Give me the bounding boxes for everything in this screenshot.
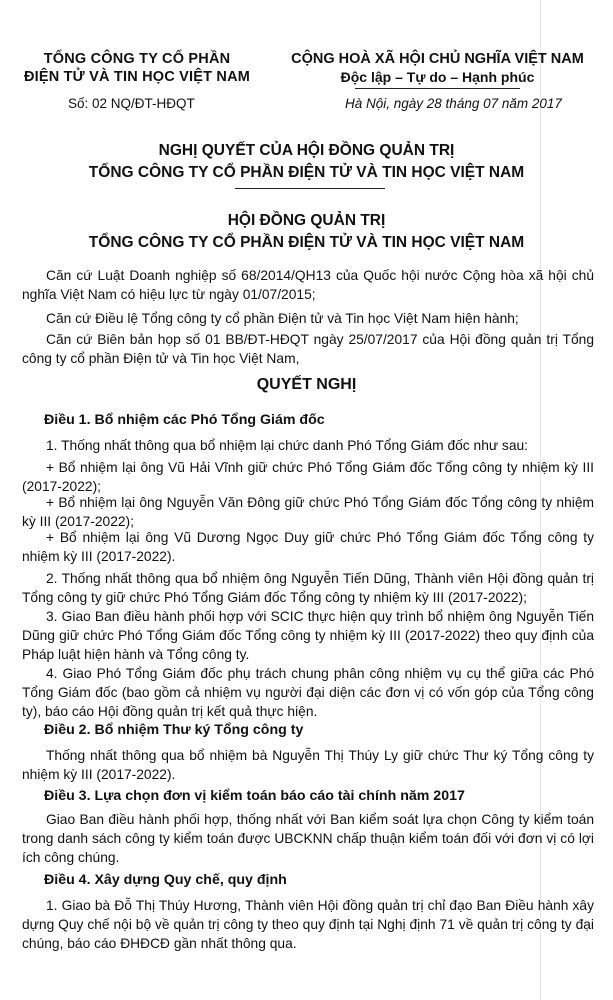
article-3-heading: Điều 3. Lựa chọn đơn vị kiểm toán báo cáo tài chính năm 2017 — [44, 788, 465, 804]
organization-header — [22, 50, 252, 86]
article-1-bullet-2: + Bổ nhiệm lại ông Nguyễn Văn Đông giữ chức Phó Tổng Giám đốc Tổng công ty nhiệm kỳ III (2017-2022); — [22, 495, 594, 529]
title-line-1: NGHỊ QUYẾT CỦA HỘI ĐỒNG QUẢN TRỊ — [158, 142, 455, 159]
title-divider — [235, 188, 385, 189]
article-2-heading: Điều 2. Bổ nhiệm Thư ký Tổng công ty — [44, 722, 304, 738]
board-title — [0, 210, 613, 254]
article-1-item-1: 1. Thống nhất thông qua bổ nhiệm lại chức danh Phó Tổng Giám đốc như sau: — [46, 438, 529, 453]
resolution-heading: QUYẾT NGHỊ — [256, 376, 357, 393]
article-1-item-4: 4. Giao Phó Tổng Giám đốc phụ trách chung phân công nhiệm vụ cụ thể giữa các Phó Tổng Giám đốc (bao gồm cả nhiệm vụ người đại diện các đơn vị có vốn góp của Tổng công ty), báo cáo Hội đồng quản trị kết quả thực hiện. — [22, 666, 594, 719]
nation-line: CỘNG HOÀ XÃ HỘI CHỦ NGHĨA VIỆT NAM — [291, 51, 584, 67]
article-1-bullet-3: + Bổ nhiệm lại ông Vũ Dương Ngọc Duy giữ chức Phó Tổng Giám đốc Tổng công ty nhiệm kỳ III (2017-2022). — [22, 530, 594, 564]
article-4-item-1: 1. Giao bà Đỗ Thị Thúy Hương, Thành viên Hội đồng quản trị chỉ đạo Ban Điều hành xây dựng Quy chế nội bộ về quản trị công ty theo quy định tại Nghị định 71 về quản trị công ty đại chúng, báo cáo ĐHĐCĐ gần nhất thông qua. — [22, 898, 594, 951]
article-1-item-2: 2. Thống nhất thông qua bổ nhiệm ông Nguyễn Tiến Dũng, Thành viên Hội đồng quản trị Tổng công ty giữ chức Phó Tổng Giám đốc Tổng công ty nhiệm kỳ III (2017-2022); — [22, 571, 594, 605]
article-1-bullet-1: + Bổ nhiệm lại ông Vũ Hải Vĩnh giữ chức Phó Tổng Giám đốc Tổng công ty nhiệm kỳ III (2017-2022); — [22, 460, 594, 494]
national-header — [270, 50, 605, 86]
board-line-1: HỘI ĐỒNG QUẢN TRỊ — [227, 212, 386, 229]
motto-underline — [355, 88, 520, 89]
article-2-text: Thống nhất thông qua bổ nhiệm bà Nguyễn Thị Thúy Ly giữ chức Thư ký Tổng công ty nhiệm kỳ III (2017-2022). — [22, 748, 594, 782]
org-line-1: TỔNG CÔNG TY CỔ PHẦN — [43, 51, 231, 67]
preamble-2: Căn cứ Điều lệ Tổng công ty cổ phần Điện tử và Tin học Việt Nam hiện hành; — [46, 311, 519, 326]
document-date: Hà Nội, ngày 28 tháng 07 năm 2017 — [345, 96, 562, 111]
motto: Độc lập – Tự do – Hạnh phúc — [340, 69, 535, 85]
document-number: Số: 02 NQ/ĐT-HĐQT — [68, 96, 195, 111]
board-line-2: TỔNG CÔNG TY CỔ PHẦN ĐIỆN TỬ VÀ TIN HỌC VIỆT NAM — [88, 234, 525, 251]
title-line-2: TỔNG CÔNG TY CỔ PHẦN ĐIỆN TỬ VÀ TIN HỌC VIỆT NAM — [88, 164, 525, 181]
article-3-text: Giao Ban điều hành phối hợp, thống nhất với Ban kiểm soát lựa chọn Công ty kiểm toán trong danh sách công ty kiểm toán được UBCKNN chấp thuận kiểm toán đối với đơn vị có lợi ích công chúng. — [22, 812, 594, 865]
preamble-1: Căn cứ Luật Doanh nghiệp số 68/2014/QH13 của Quốc hội nước Cộng hòa xã hội chủ nghĩa Việt Nam có hiệu lực từ ngày 01/07/2015; — [22, 268, 594, 302]
article-1-item-3: 3. Giao Ban điều hành phối hợp với SCIC thực hiện quy trình bổ nhiệm ông Nguyễn Tiến Dũng giữ chức Phó Tổng Giám đốc Tổng công ty nhiệm kỳ III (2017-2022) theo quy định của Pháp luật hiện hành và Tổng công ty. — [22, 609, 594, 662]
preamble-3: Căn cứ Biên bản họp số 01 BB/ĐT-HĐQT ngày 25/07/2017 của Hội đồng quản trị Tổng công ty cổ phần Điện tử và Tin học Việt Nam, — [22, 332, 594, 366]
article-1-heading: Điều 1. Bổ nhiệm các Phó Tổng Giám đốc — [44, 412, 325, 428]
article-4-heading: Điều 4. Xây dựng Quy chế, quy định — [44, 872, 287, 888]
resolution-title — [0, 140, 613, 184]
org-line-2: ĐIỆN TỬ VÀ TIN HỌC VIỆT NAM — [23, 69, 251, 85]
